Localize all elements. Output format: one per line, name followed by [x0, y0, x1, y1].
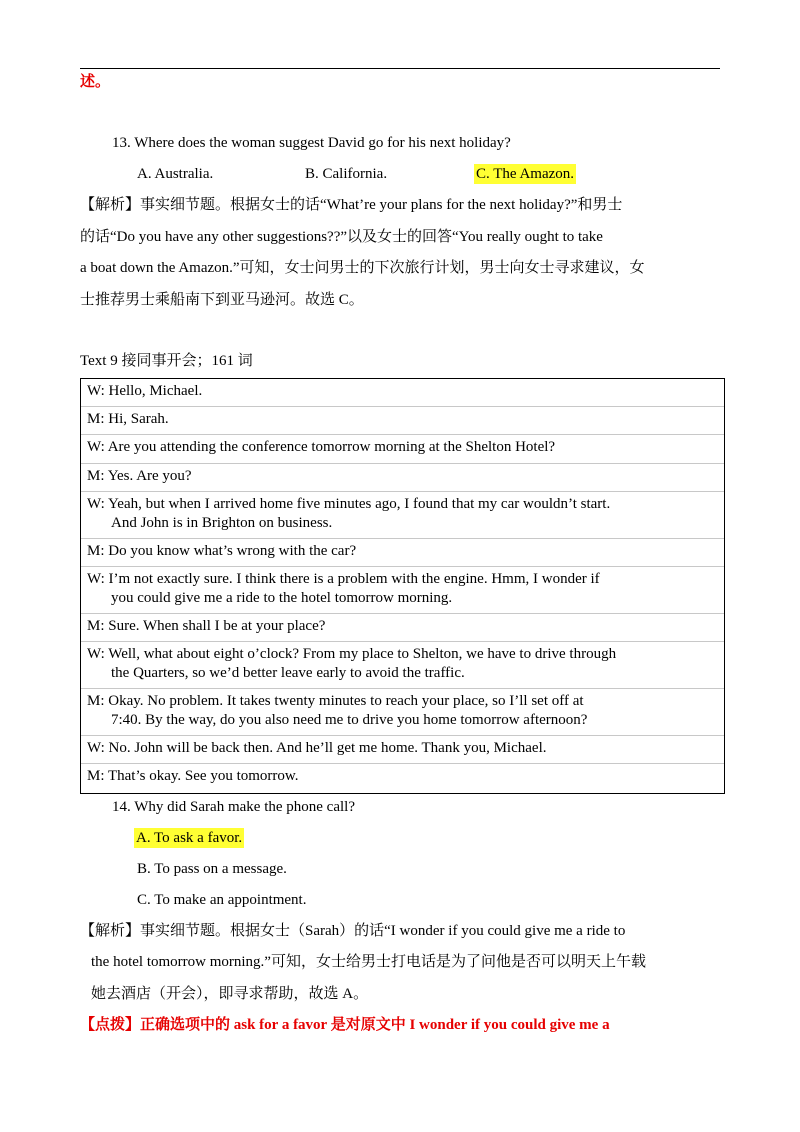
q14-analysis-line-1: 【解析】事实细节题。根据女士（Sarah）的话“I wonder if you could give me a ride to: [80, 923, 626, 939]
text9-heading: Text 9 接同事开会；161 词: [80, 353, 253, 369]
q13-analysis-line-2: 的话“Do you have any other suggestions??”以及女士的回答“You really ought to take: [80, 229, 603, 245]
dialogue-line: M: Do you know what’s wrong with the car?: [87, 543, 357, 559]
dialogue-line: M: Okay. No problem. It takes twenty minutes to reach your place, so I’ll set off at 7:40. By the way, do you also need me to drive you home tomorrow afternoon?: [87, 693, 588, 728]
row-separator: [81, 491, 724, 492]
row-separator: [81, 566, 724, 567]
row-separator: [81, 688, 724, 689]
q14-option-c: C. To make an appointment.: [137, 892, 307, 908]
header-rule: [80, 68, 720, 69]
row-separator: [81, 763, 724, 764]
q13-option-a: A. Australia.: [137, 166, 214, 182]
q13-option-c-highlighted: C. The Amazon.: [476, 166, 575, 182]
dialogue-line: W: Yeah, but when I arrived home five minutes ago, I found that my car wouldn’t start. And John is in Brighton on business.: [87, 496, 611, 531]
question-14: 14. Why did Sarah make the phone call?: [112, 799, 355, 815]
row-separator: [81, 434, 724, 435]
q14-option-b: B. To pass on a message.: [137, 861, 287, 877]
dialogue-line: M: That’s okay. See you tomorrow.: [87, 768, 299, 784]
dialogue-line: W: Are you attending the conference tomorrow morning at the Shelton Hotel?: [87, 439, 556, 455]
dialogue-line: M: Sure. When shall I be at your place?: [87, 618, 326, 634]
row-separator: [81, 406, 724, 407]
continued-fragment: 述。: [80, 74, 111, 90]
row-separator: [81, 735, 724, 736]
row-separator: [81, 463, 724, 464]
dialogue-box: [80, 378, 725, 794]
dialogue-line: M: Yes. Are you?: [87, 468, 192, 484]
q13-option-b: B. California.: [305, 166, 388, 182]
row-separator: [81, 538, 724, 539]
row-separator: [81, 613, 724, 614]
q13-analysis-line-4: 士推荐男士乘船南下到亚马逊河。故选 C。: [80, 292, 364, 308]
q14-analysis-line-2: the hotel tomorrow morning.”可知，女士给男士打电话是为了问他是否可以明天上午载: [91, 954, 646, 970]
dialogue-line: W: Well, what about eight o’clock? From my place to Shelton, we have to drive through the Quarters, so we’d better leave early to avoid the traffic.: [87, 646, 617, 681]
q14-option-a-highlighted: A. To ask a favor.: [136, 830, 243, 846]
dialogue-line: W: I’m not exactly sure. I think there is a problem with the engine. Hmm, I wonder if you could give me a ride to the hotel tomorrow morning.: [87, 571, 600, 606]
dialogue-line: W: No. John will be back then. And he’ll get me home. Thank you, Michael.: [87, 740, 547, 756]
question-13: 13. Where does the woman suggest David go for his next holiday?: [112, 135, 511, 151]
q14-tip-line: 【点拨】正确选项中的 ask for a favor 是对原文中 I wonder if you could give me a: [80, 1017, 610, 1033]
row-separator: [81, 641, 724, 642]
q14-analysis-line-3: 她去酒店（开会），即寻求帮助，故选 A。: [91, 986, 369, 1002]
q13-analysis-line-1: 【解析】事实细节题。根据女士的话“What’re your plans for the next holiday?”和男士: [80, 197, 623, 213]
q13-analysis-line-3: a boat down the Amazon.”可知，女士问男士的下次旅行计划，男士向女士寻求建议，女: [80, 260, 645, 276]
dialogue-line: M: Hi, Sarah.: [87, 411, 169, 427]
dialogue-line: W: Hello, Michael.: [87, 383, 203, 399]
